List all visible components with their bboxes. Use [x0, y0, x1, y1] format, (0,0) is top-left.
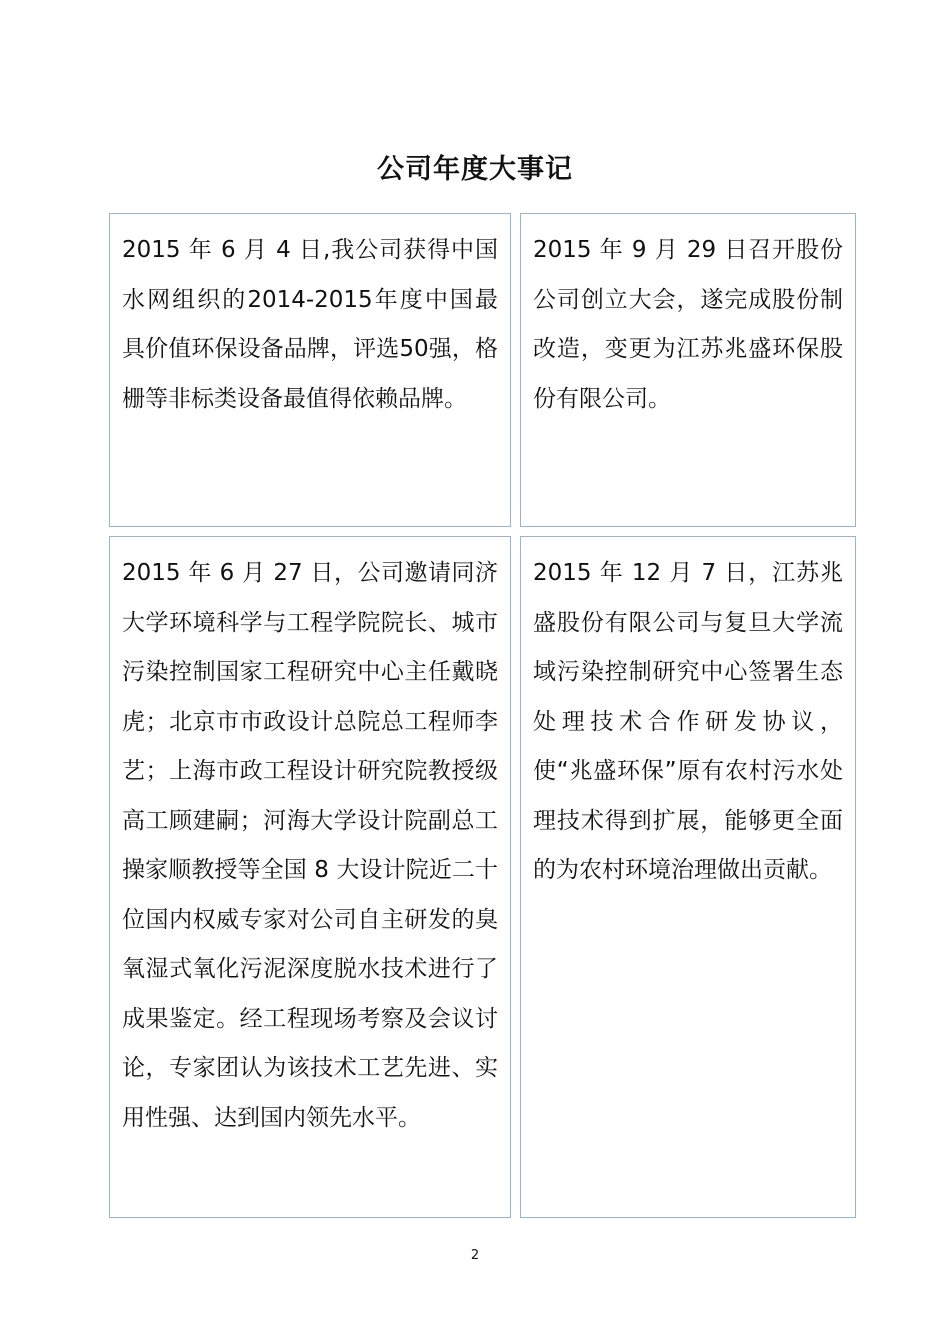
- event-text: 2015 年 6 月 27 日，公司邀请同济大学环境科学与工程学院院长、城市污染控制国家工程研究中心主任戴晓虎；北京市市政设计总院总工程师李艺；上海市政工程设计研究院教授级高工顾建嗣；河海大学设计院副总工操家顺教授等全国 8 大设计院近二十位国内权威专家对公司自主研发的臭氧湿式氧化污泥深度脱水技术进行了成果鉴定。经工程现场考察及会议讨论，专家团认为该技术工艺先进、实用性强、达到国内领先水平。: [122, 560, 498, 1131]
- page-title: 公司年度大事记: [377, 154, 573, 185]
- event-box-2015-09-29: [520, 213, 856, 527]
- event-text: 2015 年 12 月 7 日，江苏兆盛股份有限公司与复旦大学流域污染控制研究中心签署生态处理技术合作研发协议，使“兆盛环保”原有农村污水处理技术得到扩展，能够更全面的为农村环境治理做出贡献。: [533, 560, 843, 883]
- event-text: 2015 年 9 月 29 日召开股份公司创立大会，遂完成股份制改造，变更为江苏兆盛环保股份有限公司。: [533, 237, 843, 412]
- event-box-2015-12-07: [520, 536, 856, 1218]
- event-box-2015-06-27: [109, 536, 511, 1218]
- event-text: 2015 年 6 月 4 日,我公司获得中国水网组织的2014-2015年度中国最具价值环保设备品牌，评选50强，格栅等非标类设备最值得依赖品牌。: [122, 237, 498, 412]
- page-number: 2: [470, 1248, 480, 1263]
- event-box-2015-06-04: [109, 213, 511, 527]
